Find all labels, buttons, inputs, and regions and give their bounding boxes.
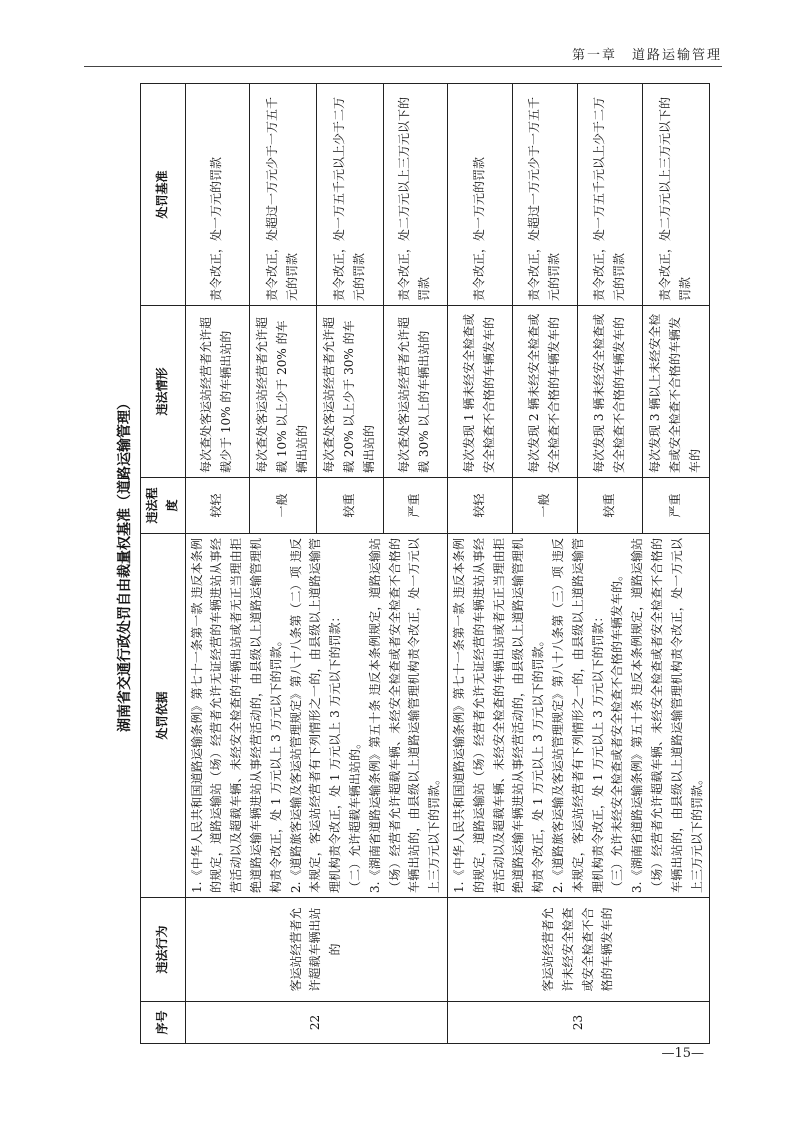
header-act: 违法行为: [141, 898, 186, 1002]
basis-paragraph: 1.《中华人民共和国道路运输条例》第七十一条第一款 违反本条例的规定，道路运输站（场）经营者允许无证经营的车辆进站从事经营活动以及超载车辆、未经安全检查的车辆出站或者无正当理由拒绝道路运输车辆进站从事经营活动的，由县级以上道路运输管理机构责令改正，处 1 万元以上 3 万元以下的罚款。: [451, 538, 546, 893]
header-situation: 违法情形: [141, 306, 186, 478]
act-cell: 客运站经营者允许未经安全检查或安全检查不合格的车辆发车的: [447, 898, 709, 1002]
basis-paragraph: （三）允许未经安全检查或者安全检查不合格的车辆发车的。: [610, 568, 625, 893]
header-degree: 违法程度: [141, 478, 186, 534]
standard-cell: 责令改正，处一万五千元以上少于二万元的罚款: [577, 84, 642, 306]
basis-paragraph: 1.《中华人民共和国道路运输条例》第七十一条第一款 违反本条例的规定，道路运输站（场）经营者允许无证经营的车辆进站从事经营活动以及超载车辆、未经安全检查的车辆出站或者无正当理由拒绝道路运输车辆进站从事经营活动的，由县级以上道路运输管理机构责令改正，处 1 万元以上 3 万元以下的罚款。: [189, 538, 283, 893]
situation-cell: 每次发现 3 辆以上未经安全检查或安全检查不合格的车辆发车的: [642, 306, 710, 478]
header-row: [141, 84, 186, 1044]
situation-cell: 每次发现 1 辆未经安全检查或安全检查不合格的车辆发车的: [447, 306, 512, 478]
header-rule: [84, 66, 722, 67]
degree-cell: 严重: [383, 478, 447, 534]
standard-cell: 责令改正，处一万五千元以上少于二万元的罚款: [316, 84, 383, 306]
seq-cell: 22: [185, 1002, 447, 1044]
degree-cell: 一般: [249, 478, 316, 534]
degree-cell: 较轻: [447, 478, 512, 534]
basis-cell: [185, 534, 447, 898]
standard-cell: 责令改正，处二万元以上三万元以下的罚款: [383, 84, 447, 306]
act-cell: 客运站经营者允许超载车辆出站的: [185, 898, 447, 1002]
basis-paragraph: 2.《道路旅客运输及客运站管理规定》第八十八条第（二）项 违反本规定，客运站经营者有下列情形之一的，由县级以上道路运输管理机构责令改正，处 1 万元以上 3 万元以下的罚款：: [288, 538, 343, 893]
header-basis: 处罚依据: [141, 534, 186, 898]
seq-cell: 23: [447, 1002, 709, 1044]
degree-cell: 较轻: [185, 478, 249, 534]
basis-cell: [447, 534, 709, 898]
page-number: —15—: [661, 1046, 704, 1061]
standard-cell: 责令改正，处二万元以上三万元以下的罚款: [642, 84, 710, 306]
basis-paragraph: 2.《道路旅客运输及客运站管理规定》第八十八条第（三）项 违反本规定，客运站经营者有下列情形之一的，由县级以上道路运输管理机构责令改正，处 1 万元以上 3 万元以下的罚款：: [550, 538, 605, 893]
rotated-table-block: [112, 84, 708, 1044]
basis-paragraph: 3.《湖南省道路运输条例》第五十条 违反本条例规定，道路运输站（场）经营者允许超载车辆、未经安全检查或者安全检查不合格的车辆出站的，由县级以上道路运输管理机构责令改正，处一万元以上三万元以下的罚款。: [630, 538, 704, 893]
situation-cell: 每次发现 2 辆未经安全检查或安全检查不合格的车辆发车的: [512, 306, 577, 478]
situation-cell: 每次发现 3 辆未经安全检查或安全检查不合格的车辆发车的: [577, 306, 642, 478]
situation-cell: 每次查处客运站经营者允许超载 10% 以上少于 20% 的车辆出站的: [249, 306, 316, 478]
penalty-table: [140, 83, 710, 1044]
basis-paragraph: （二）允许超载车辆出站的。: [347, 736, 362, 893]
situation-cell: 每次查处客运站经营者允许超载 30% 以上的车辆出站的: [383, 306, 447, 478]
chapter-header: 第一章 道路运输管理: [571, 48, 722, 63]
table-title: 湖南省交通行政处罚自由裁量权基准（道路运输管理）: [117, 396, 133, 732]
header-standard: 处罚基准: [141, 84, 186, 306]
table-row: [447, 84, 512, 1044]
standard-cell: 责令改正，处超过一万元少于一万五千元的罚款: [249, 84, 316, 306]
basis-paragraph: 3.《湖南省道路运输条例》第五十条 违反本条例规定，道路运输站（场）经营者允许超载车辆、未经安全检查或者安全检查不合格的车辆出站的，由县级以上道路运输管理机构责令改正，处一万元以上三万元以下的罚款。: [367, 538, 442, 893]
standard-cell: 责令改正，处超过一万元少于一万五千元的罚款: [512, 84, 577, 306]
standard-cell: 责令改正，处一万元的罚款: [447, 84, 512, 306]
table-row: [185, 84, 249, 1044]
degree-cell: 较重: [316, 478, 383, 534]
degree-cell: 一般: [512, 478, 577, 534]
degree-cell: 较重: [577, 478, 642, 534]
situation-cell: 每次查处客运站经营者允许超载 20% 以上少于 30% 的车辆出站的: [316, 306, 383, 478]
degree-cell: 严重: [642, 478, 710, 534]
situation-cell: 每次查处客运站经营者允许超载少于 10% 的车辆出站的: [185, 306, 249, 478]
standard-cell: 责令改正，处一万元的罚款: [185, 84, 249, 306]
header-seq: 序号: [141, 1002, 186, 1044]
